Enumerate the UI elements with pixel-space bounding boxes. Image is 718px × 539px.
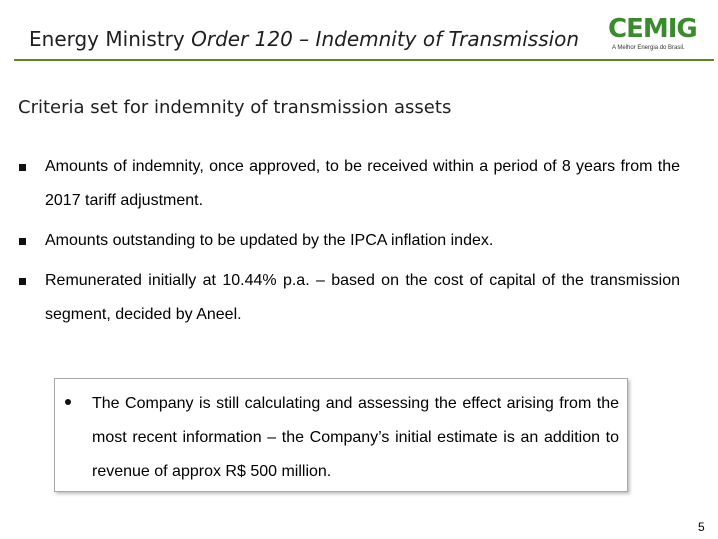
bullet-text: Remunerated initially at 10.44% p.a. – based on the cost of capital of the transmission segment, decided by Aneel. [45, 272, 680, 323]
bullet-item [18, 264, 680, 332]
square-bullet-icon [19, 278, 26, 285]
page-number: 5 [698, 520, 705, 534]
section-heading: Criteria set for indemnity of transmission assets [18, 97, 452, 118]
bullet-item [18, 150, 680, 218]
bullet-text: Amounts outstanding to be updated by the IPCA inflation index. [45, 232, 494, 249]
bullet-text: Amounts of indemnity, once approved, to be received within a period of 8 years from the 2017 tariff adjustment. [45, 158, 680, 209]
callout-text: The Company is still calculating and assessing the effect arising from the most recent information – the Company’s initial estimate is an addition to revenue of approx R$ 500 million. [92, 395, 619, 480]
logo-tagline: A Melhor Energia do Brasil. [612, 45, 685, 51]
cemig-logo [608, 15, 703, 55]
bullet-item [18, 224, 680, 258]
square-bullet-icon [19, 238, 26, 245]
title-divider [14, 59, 714, 61]
bullet-list [18, 150, 680, 338]
slide-title-plain: Energy Ministry [29, 27, 192, 51]
slide-title-italic: Order 120 – Indemnity of Transmission [191, 27, 580, 51]
round-bullet-icon [65, 399, 71, 405]
square-bullet-icon [19, 164, 26, 171]
slide-title [29, 27, 579, 51]
logo-wordmark: CEMIG [608, 14, 697, 44]
callout-box [54, 378, 628, 492]
